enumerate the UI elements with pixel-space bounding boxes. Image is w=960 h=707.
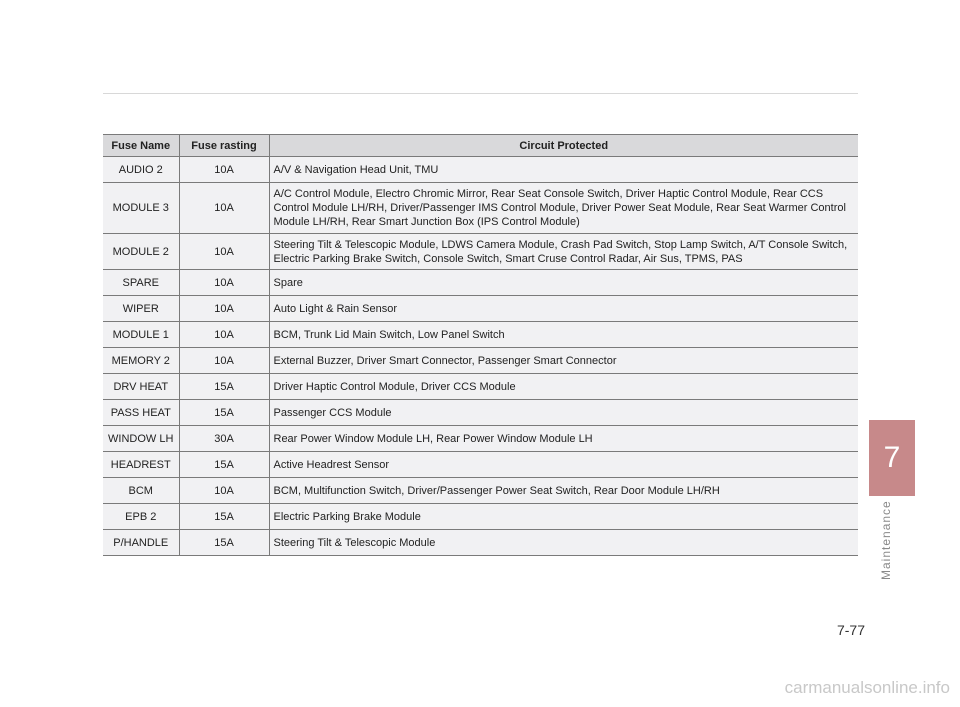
circuit-cell: Rear Power Window Module LH, Rear Power Window Module LH [269,426,858,452]
circuit-cell: External Buzzer, Driver Smart Connector, Passenger Smart Connector [269,348,858,374]
watermark: carmanualsonline.info [784,678,950,697]
circuit-cell: Auto Light & Rain Sensor [269,296,858,322]
fuse-name-cell: MODULE 3 [103,183,179,234]
fuse-name-cell: PASS HEAT [103,400,179,426]
header-fuse-name: Fuse Name [103,135,179,157]
fuse-name-cell: SPARE [103,270,179,296]
fuse-rating-cell: 15A [179,452,269,478]
fuse-name-cell: MODULE 1 [103,322,179,348]
circuit-cell: Passenger CCS Module [269,400,858,426]
circuit-cell: Steering Tilt & Telescopic Module [269,530,858,556]
fuse-name-cell: P/HANDLE [103,530,179,556]
circuit-cell: Active Headrest Sensor [269,452,858,478]
table-row [103,426,858,452]
table-row [103,504,858,530]
fuse-name-cell: MODULE 2 [103,234,179,270]
circuit-cell: Spare [269,270,858,296]
fuse-name-cell: WIPER [103,296,179,322]
fuse-name-cell: WINDOW LH [103,426,179,452]
fuse-table [103,134,858,556]
fuse-name-cell: DRV HEAT [103,374,179,400]
fuse-rating-cell: 10A [179,270,269,296]
table-row [103,478,858,504]
table-row [103,530,858,556]
fuse-name-cell: AUDIO 2 [103,157,179,183]
fuse-rating-cell: 15A [179,504,269,530]
fuse-rating-cell: 30A [179,426,269,452]
fuse-rating-cell: 10A [179,234,269,270]
fuse-rating-cell: 10A [179,157,269,183]
circuit-cell: Driver Haptic Control Module, Driver CCS Module [269,374,858,400]
circuit-cell: Electric Parking Brake Module [269,504,858,530]
table-row [103,322,858,348]
circuit-cell: BCM, Trunk Lid Main Switch, Low Panel Switch [269,322,858,348]
table-row [103,348,858,374]
fuse-name-cell: BCM [103,478,179,504]
header-circuit-protected: Circuit Protected [269,135,858,157]
fuse-name-cell: EPB 2 [103,504,179,530]
chapter-tab [869,420,915,496]
fuse-rating-cell: 15A [179,374,269,400]
circuit-cell: A/V & Navigation Head Unit, TMU [269,157,858,183]
fuse-rating-cell: 10A [179,478,269,504]
chapter-number: 7 [883,441,901,474]
fuse-rating-cell: 15A [179,530,269,556]
circuit-cell: Steering Tilt & Telescopic Module, LDWS Camera Module, Crash Pad Switch, Stop Lamp Switch, A/T Console Switch, Electric Parking Brake Switch, Console Switch, Smart Cruse Control Radar, Air Sus, TPMS, PAS [269,234,858,270]
fuse-rating-cell: 10A [179,348,269,374]
circuit-cell: BCM, Multifunction Switch, Driver/Passenger Power Seat Switch, Rear Door Module LH/RH [269,478,858,504]
circuit-cell: A/C Control Module, Electro Chromic Mirror, Rear Seat Console Switch, Driver Haptic Control Module, Rear CCS Control Module LH/RH, Driver/Passenger IMS Control Module, Driver Power Seat Module, Rear Seat Warmer Control Module LH/RH, Rear Smart Junction Box (IPS Control Module) [269,183,858,234]
table-row [103,183,858,234]
fuse-name-cell: HEADREST [103,452,179,478]
fuse-rating-cell: 10A [179,183,269,234]
chapter-label: Maintenance [879,500,893,580]
top-divider [103,93,858,94]
table-row [103,234,858,270]
fuse-rating-cell: 10A [179,322,269,348]
table-row [103,374,858,400]
fuse-rating-cell: 15A [179,400,269,426]
table-row [103,452,858,478]
table-row [103,296,858,322]
table-header-row [103,135,858,157]
table-row [103,270,858,296]
table-row [103,157,858,183]
fuse-rating-cell: 10A [179,296,269,322]
header-fuse-rating: Fuse rasting [179,135,269,157]
table-row [103,400,858,426]
page-number: 7-77 [836,622,865,638]
fuse-name-cell: MEMORY 2 [103,348,179,374]
